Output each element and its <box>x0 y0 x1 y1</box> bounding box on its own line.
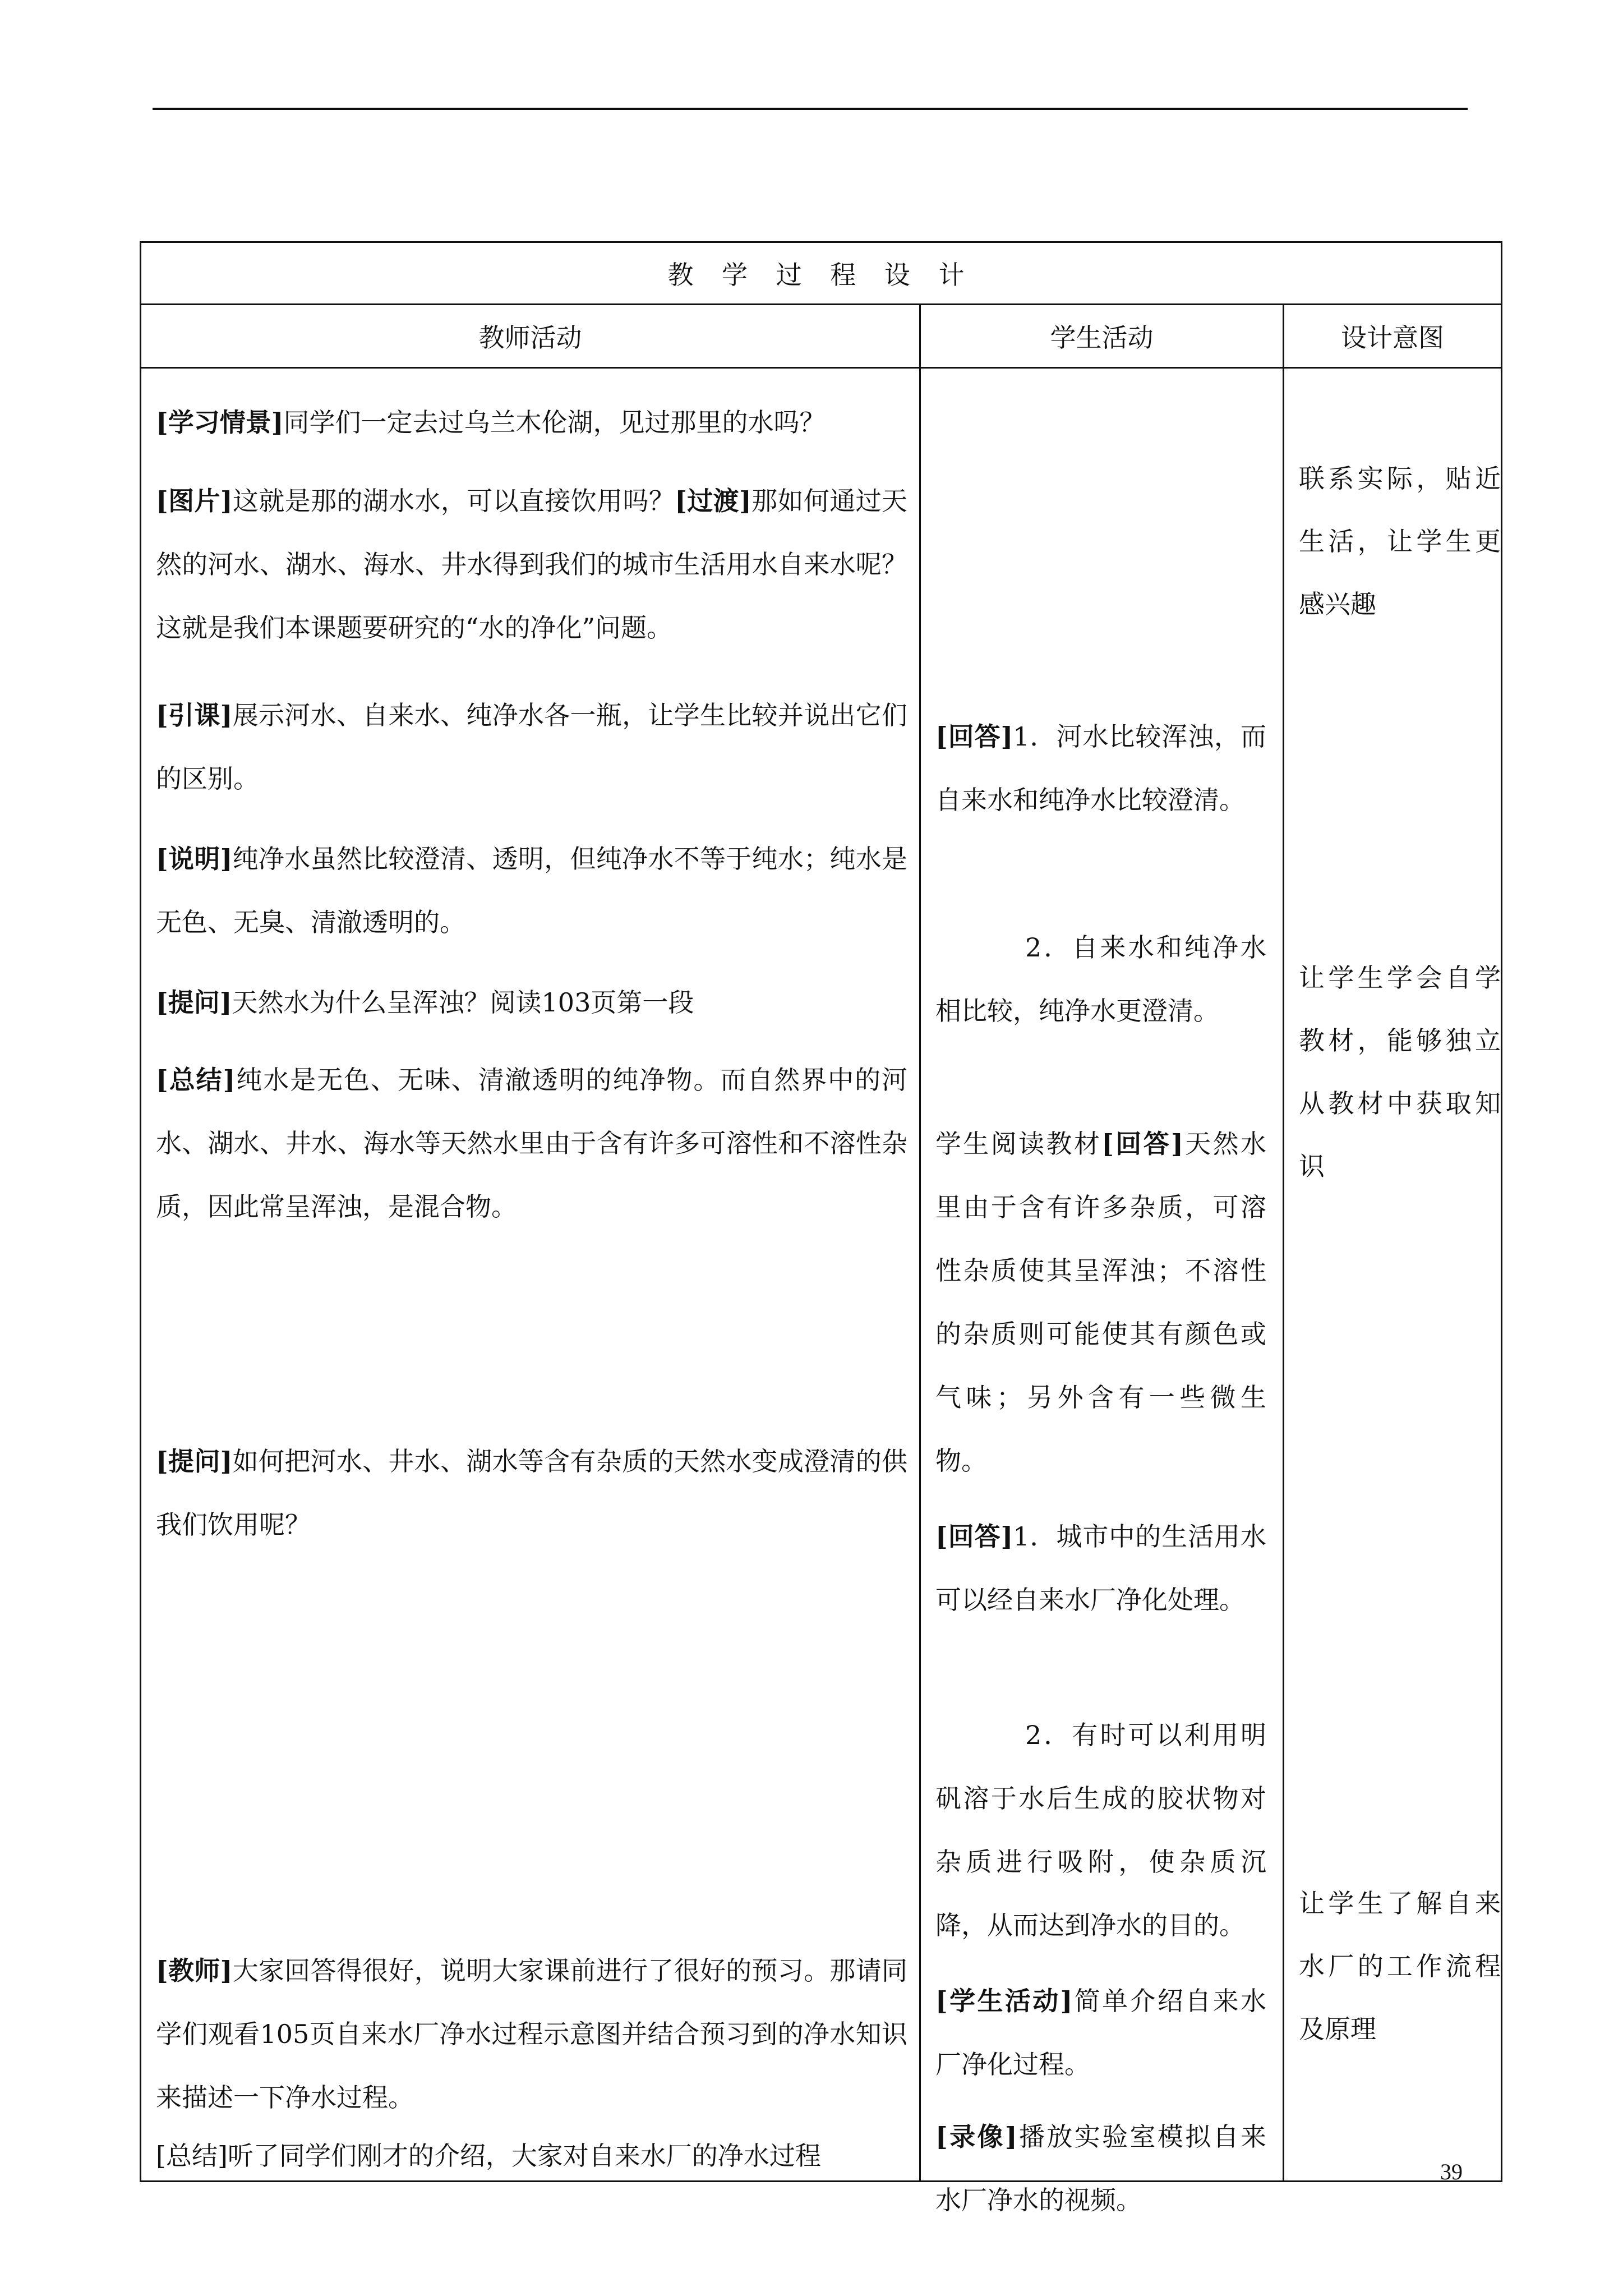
student-paragraph <box>935 1505 1266 1632</box>
column-header-student: 学生活动 <box>920 305 1284 368</box>
student-paragraph <box>935 1970 1266 2096</box>
teacher-text: 同学们一定去过乌兰木伦湖，见过那里的水吗？ <box>283 407 826 438</box>
intent-paragraph: 联系实际，贴近生活，让学生更感兴趣 <box>1299 463 1501 619</box>
teacher-paragraph <box>156 2124 907 2188</box>
teacher-tag: [学习情景] <box>156 407 284 438</box>
student-paragraph <box>935 1704 1266 1957</box>
student-paragraph <box>935 916 1266 1043</box>
column-header-intent: 设计意图 <box>1284 305 1502 368</box>
intent-paragraph: 让学生学会自学教材，能够独立从教材中获取知识 <box>1299 963 1501 1181</box>
student-text: 学生阅读教材 <box>935 1129 1102 1159</box>
teacher-paragraph <box>156 1939 907 2129</box>
student-tag: [回答] <box>935 721 1013 752</box>
student-text: 2．有时可以利用明矾溶于水后生成的胶状物对杂质进行吸附，使杂质沉降，从而达到净水的目的。 <box>935 1720 1266 1940</box>
teacher-paragraph <box>156 1048 907 1239</box>
student-text: 播放实验室模拟自来水厂净水的视频。 <box>935 2122 1267 2215</box>
student-paragraph <box>935 2105 1266 2232</box>
teacher-activity-cell <box>141 368 920 2182</box>
teacher-text: 那如何通过天然的河水、湖水、海水、井水得到我们的城市生活用水自来水呢？这就是我们本课题要研究的“水的净化”问题。 <box>156 486 908 643</box>
teacher-paragraph <box>156 1430 907 1557</box>
student-text: 1．城市中的生活用水可以经自来水厂净化处理。 <box>935 1521 1266 1615</box>
teacher-text: 这就是那的湖水水，可以直接饮用吗？ <box>232 486 675 516</box>
student-tag: [学生活动] <box>935 1986 1073 2016</box>
teacher-tag: [图片] <box>156 486 233 516</box>
header-rule <box>153 108 1468 110</box>
teacher-text: 纯水是无色、无味、清澈透明的纯净物。而自然界中的河水、湖水、井水、海水等天然水里由于含有许多可溶性和不溶性杂质，因此常呈浑浊，是混合物。 <box>156 1065 908 1222</box>
teacher-paragraph <box>156 971 907 1034</box>
teacher-text: 天然水为什么呈浑浊？阅读103页第一段 <box>232 987 694 1018</box>
student-tag: [录像] <box>935 2122 1017 2152</box>
student-text: 2．自来水和纯净水相比较，纯净水更澄清。 <box>935 932 1266 1026</box>
teacher-tag: [教师] <box>156 1955 233 1986</box>
teacher-paragraph <box>156 827 907 954</box>
teacher-tag: [过渡] <box>675 486 751 516</box>
student-tag: [回答] <box>1101 1129 1183 1159</box>
student-text: 天然水里由于含有许多杂质，可溶性杂质使其呈浑浊；不溶性的杂质则可能使其有颜色或气味；另外含有一些微生物。 <box>935 1129 1267 1476</box>
teacher-tag: [引课] <box>156 700 233 730</box>
teacher-tag: [提问] <box>156 1446 233 1476</box>
teacher-paragraph <box>156 684 907 811</box>
student-text: 1．河水比较浑浊，而自来水和纯净水比较澄清。 <box>935 721 1266 815</box>
table-title: 教 学 过 程 设 计 <box>141 242 1502 305</box>
intent-paragraph: 让学生了解自来水厂的工作流程及原理 <box>1299 1888 1501 2044</box>
teacher-text: 大家回答得很好，说明大家课前进行了很好的预习。那请同学们观看105页自来水厂净水过程示意图并结合预习到的净水知识来描述一下净水过程。 <box>156 1955 907 2113</box>
teacher-tag: [提问] <box>156 987 232 1018</box>
teacher-text: 展示河水、自来水、纯净水各一瓶，让学生比较并说出它们的区别。 <box>156 700 907 794</box>
column-header-teacher: 教师活动 <box>141 305 920 368</box>
teacher-paragraph <box>156 391 907 454</box>
teacher-tag: [说明] <box>156 844 233 874</box>
page-number: 39 <box>1440 2159 1463 2184</box>
teacher-paragraph <box>156 470 907 660</box>
teacher-text: 如何把河水、井水、湖水等含有杂质的天然水变成澄清的供我们饮用呢？ <box>156 1446 907 1540</box>
student-paragraph <box>935 1112 1266 1493</box>
teacher-text: [总结]听了同学们刚才的介绍，大家对自来水厂的净水过程 <box>156 2141 821 2171</box>
teacher-text: 纯净水虽然比较澄清、透明，但纯净水不等于纯水；纯水是无色、无臭、清澈透明的。 <box>156 844 907 937</box>
teacher-tag: [总结] <box>156 1065 236 1095</box>
student-paragraph <box>935 705 1266 832</box>
lesson-design-table <box>140 241 1502 2215</box>
student-activity-cell <box>920 368 1284 2215</box>
student-tag: [回答] <box>935 1521 1013 1552</box>
student-text: 简单介绍自来水厂净化过程。 <box>935 1986 1267 2079</box>
design-intent-cell <box>1284 368 1502 2182</box>
